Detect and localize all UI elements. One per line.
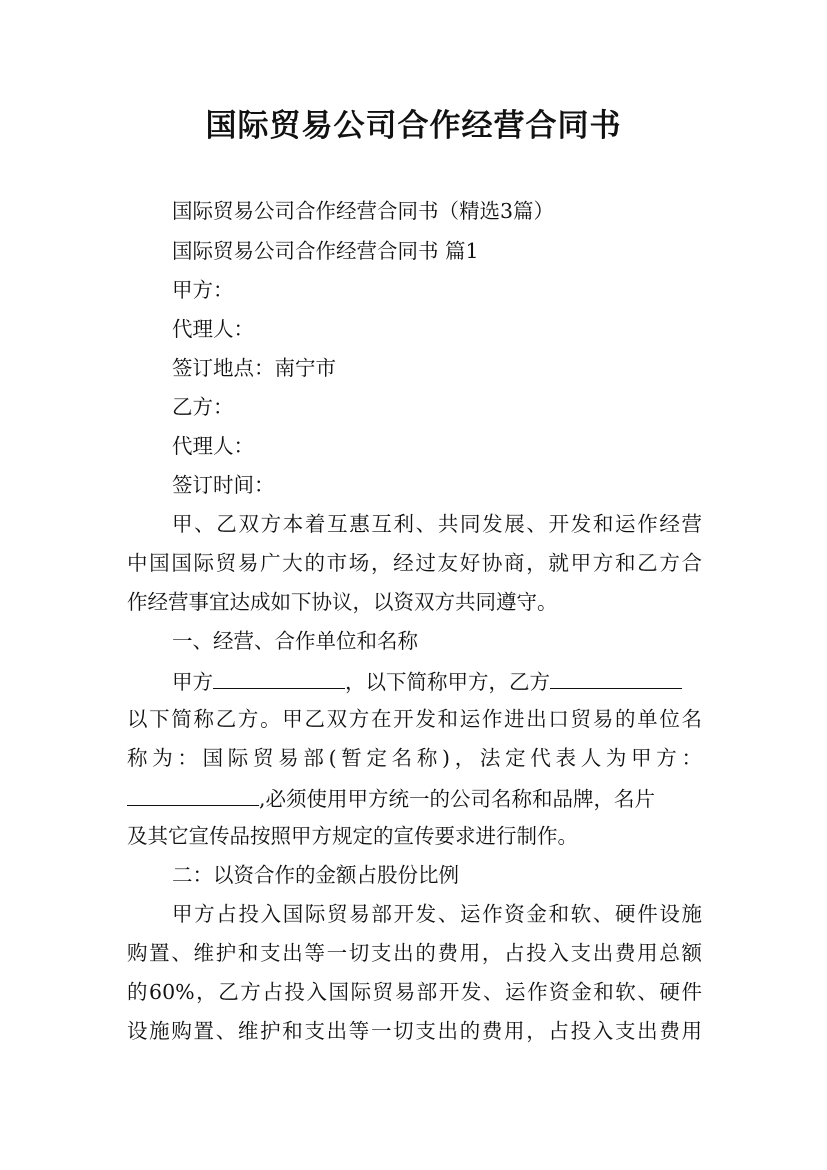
- paragraph-text: ，以下简称甲方，乙方: [345, 670, 550, 694]
- paragraph-line: [172, 666, 702, 696]
- party-a-text: 甲方: [172, 670, 213, 694]
- party-b-label: 乙方：: [172, 395, 234, 419]
- paragraph-line: 甲、乙双方本着互惠互利、共同发展、开发和运作经营: [172, 512, 702, 536]
- paragraph-line: 作经营事宜达成如下协议，以资双方共同遵守。: [127, 590, 558, 614]
- fill-in-blank: [127, 783, 259, 806]
- agent-label: 代理人：: [172, 317, 254, 341]
- agent-label: 代理人：: [172, 434, 254, 458]
- fill-in-blank: [550, 666, 682, 689]
- clause-heading: 二：以资合作的金额占股份比例: [172, 863, 459, 887]
- party-a-label: 甲方：: [172, 278, 234, 302]
- section-heading: 国际贸易公司合作经营合同书 篇1: [172, 239, 479, 263]
- paragraph-line: 购置、维护和支出等一切支出的费用，占投入支出费用总额: [127, 941, 702, 965]
- paragraph-line: 以下简称乙方。甲乙双方在开发和运作进出口贸易的单位名: [127, 707, 702, 731]
- document-title: 国际贸易公司合作经营合同书: [205, 108, 622, 144]
- paragraph-line: 及其它宣传品按照甲方规定的宣传要求进行制作。: [127, 824, 578, 848]
- paragraph-text: ,必须使用甲方统一的公司名称和品牌，名片: [259, 787, 656, 811]
- signing-place: 签订地点：南宁市: [172, 356, 336, 380]
- paragraph-line: 甲方占投入国际贸易部开发、运作资金和软、硬件设施: [172, 902, 702, 926]
- paragraph-line: 中国国际贸易广大的市场，经过友好协商，就甲方和乙方合: [127, 551, 702, 575]
- paragraph-line: 设施购置、维护和支出等一切支出的费用，占投入支出费用: [127, 1019, 702, 1043]
- signing-time: 签订时间：: [172, 473, 275, 497]
- paragraph-line: 称为：国际贸易部(暂定名称)，法定代表人为甲方：: [127, 746, 702, 770]
- fill-in-blank: [213, 666, 345, 689]
- subtitle-line: 国际贸易公司合作经营合同书（精选3篇）: [172, 199, 555, 223]
- paragraph-line: [127, 783, 702, 813]
- clause-heading: 一、经营、合作单位和名称: [172, 629, 418, 653]
- paragraph-line: 的60%，乙方占投入国际贸易部开发、运作资金和软、硬件: [127, 980, 702, 1004]
